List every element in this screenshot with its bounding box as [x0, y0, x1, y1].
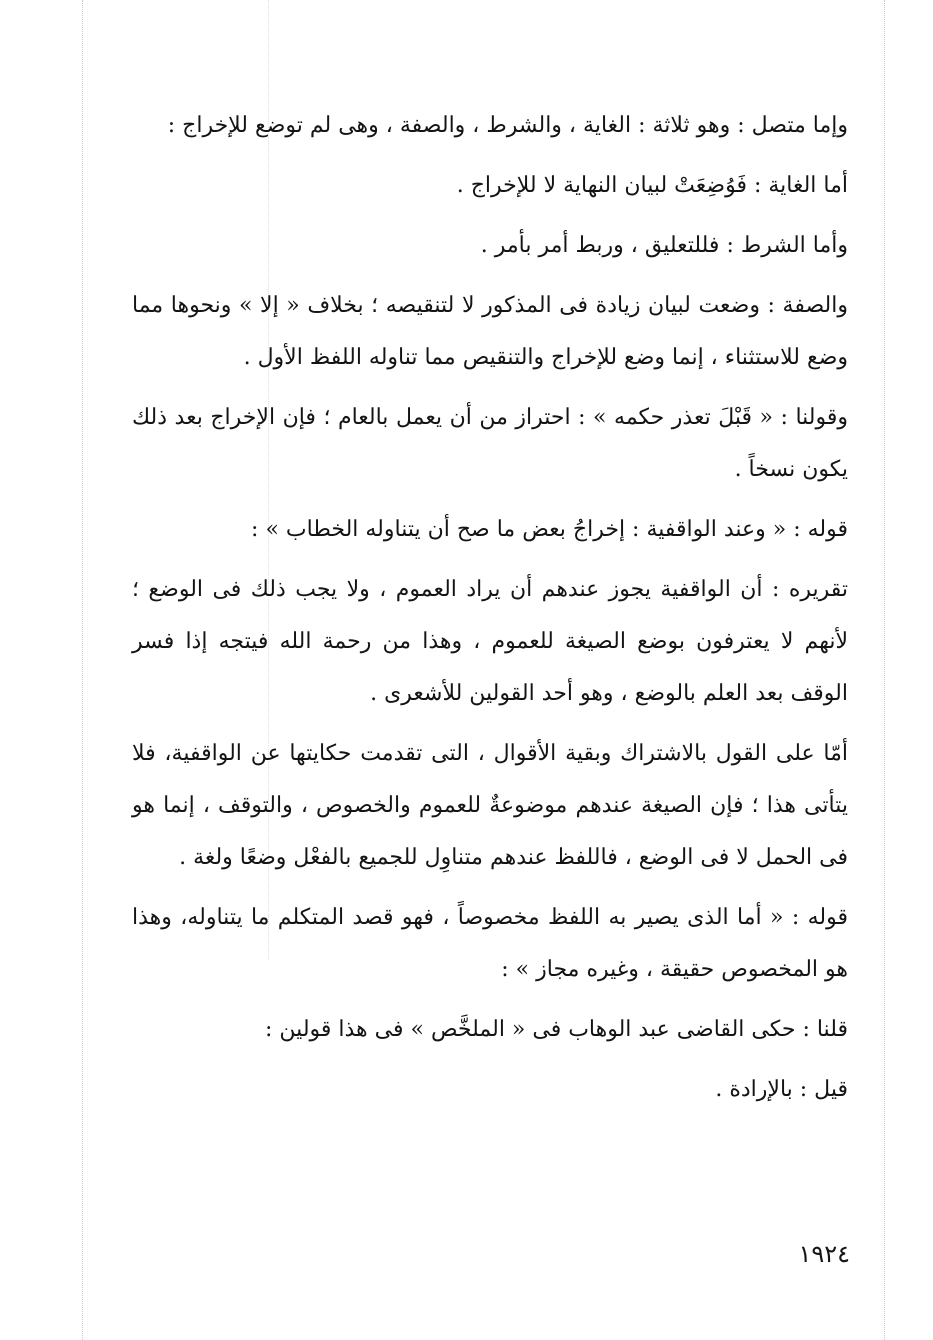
page-body-text: [132, 100, 848, 1124]
paragraph-qawluna: وقولنا : « قَبْلَ تعذر حكمه » : احتراز من أن يعمل بالعام ؛ فإن الإخراج بعد ذلك يكون نسخاً .: [132, 405, 848, 482]
paragraph-sifa: والصفة : وضعت لبيان زيادة فى المذكور لا لتنقيصه ؛ بخلاف « إلا » ونحوها مما وضع للاستثناء ، إنما وضع للإخراج والتنقيص مما تناوله اللفظ الأول .: [132, 293, 848, 370]
paragraph-ghaya: أما الغاية : فَوُضِعَتْ لبيان النهاية لا للإخراج .: [456, 173, 848, 198]
scan-guide-line-left: [82, 0, 83, 1340]
paragraph-qila: قيل : بالإرادة .: [715, 1077, 848, 1102]
page-number: ١٩٢٤: [798, 1240, 850, 1268]
paragraph-muttasil-intro: وإما متصل : وهو ثلاثة : الغاية ، والشرط ، والصفة ، وهى لم توضع للإخراج :: [167, 113, 848, 138]
scan-guide-line-right: [884, 0, 885, 1340]
paragraph-taqriruhu: تقريره : أن الواقفية يجوز عندهم أن يراد العموم ، ولا يجب ذلك فى الوضع ؛ لأنهم لا يعترفون بوضع الصيغة للعموم ، وهذا من رحمة الله فيتجه إذا فسر الوقف بعد العلم بالوضع ، وهو أحد القولين للأشعرى .: [132, 577, 848, 706]
paragraph-qawluhu-waqifiya: قوله : « وعند الواقفية : إخراجُ بعض ما صح أن يتناوله الخطاب » :: [251, 517, 848, 542]
paragraph-ishtirak: أمّا على القول بالاشتراك وبقية الأقوال ، التى تقدمت حكايتها عن الواقفية، فلا يتأتى هذا ؛ فإن الصيغة عندهم موضوعةٌ للعموم والخصوص ، والتوقف ، إنما هو فى الحمل لا فى الوضع ، فاللفظ عندهم متناوِل للجميع بالفعْل وضعًا ولغة .: [132, 741, 848, 870]
paragraph-shart: وأما الشرط : فللتعليق ، وربط أمر بأمر .: [480, 233, 848, 258]
paragraph-qulna: قلنا : حكى القاضى عبد الوهاب فى « الملخَّص » فى هذا قولين :: [265, 1017, 848, 1042]
paragraph-qawluhu-makhsus: قوله : « أما الذى يصير به اللفظ مخصوصاً ، فهو قصد المتكلم ما يتناوله، وهذا هو المخصوص حقيقة ، وغيره مجاز » :: [132, 905, 848, 982]
